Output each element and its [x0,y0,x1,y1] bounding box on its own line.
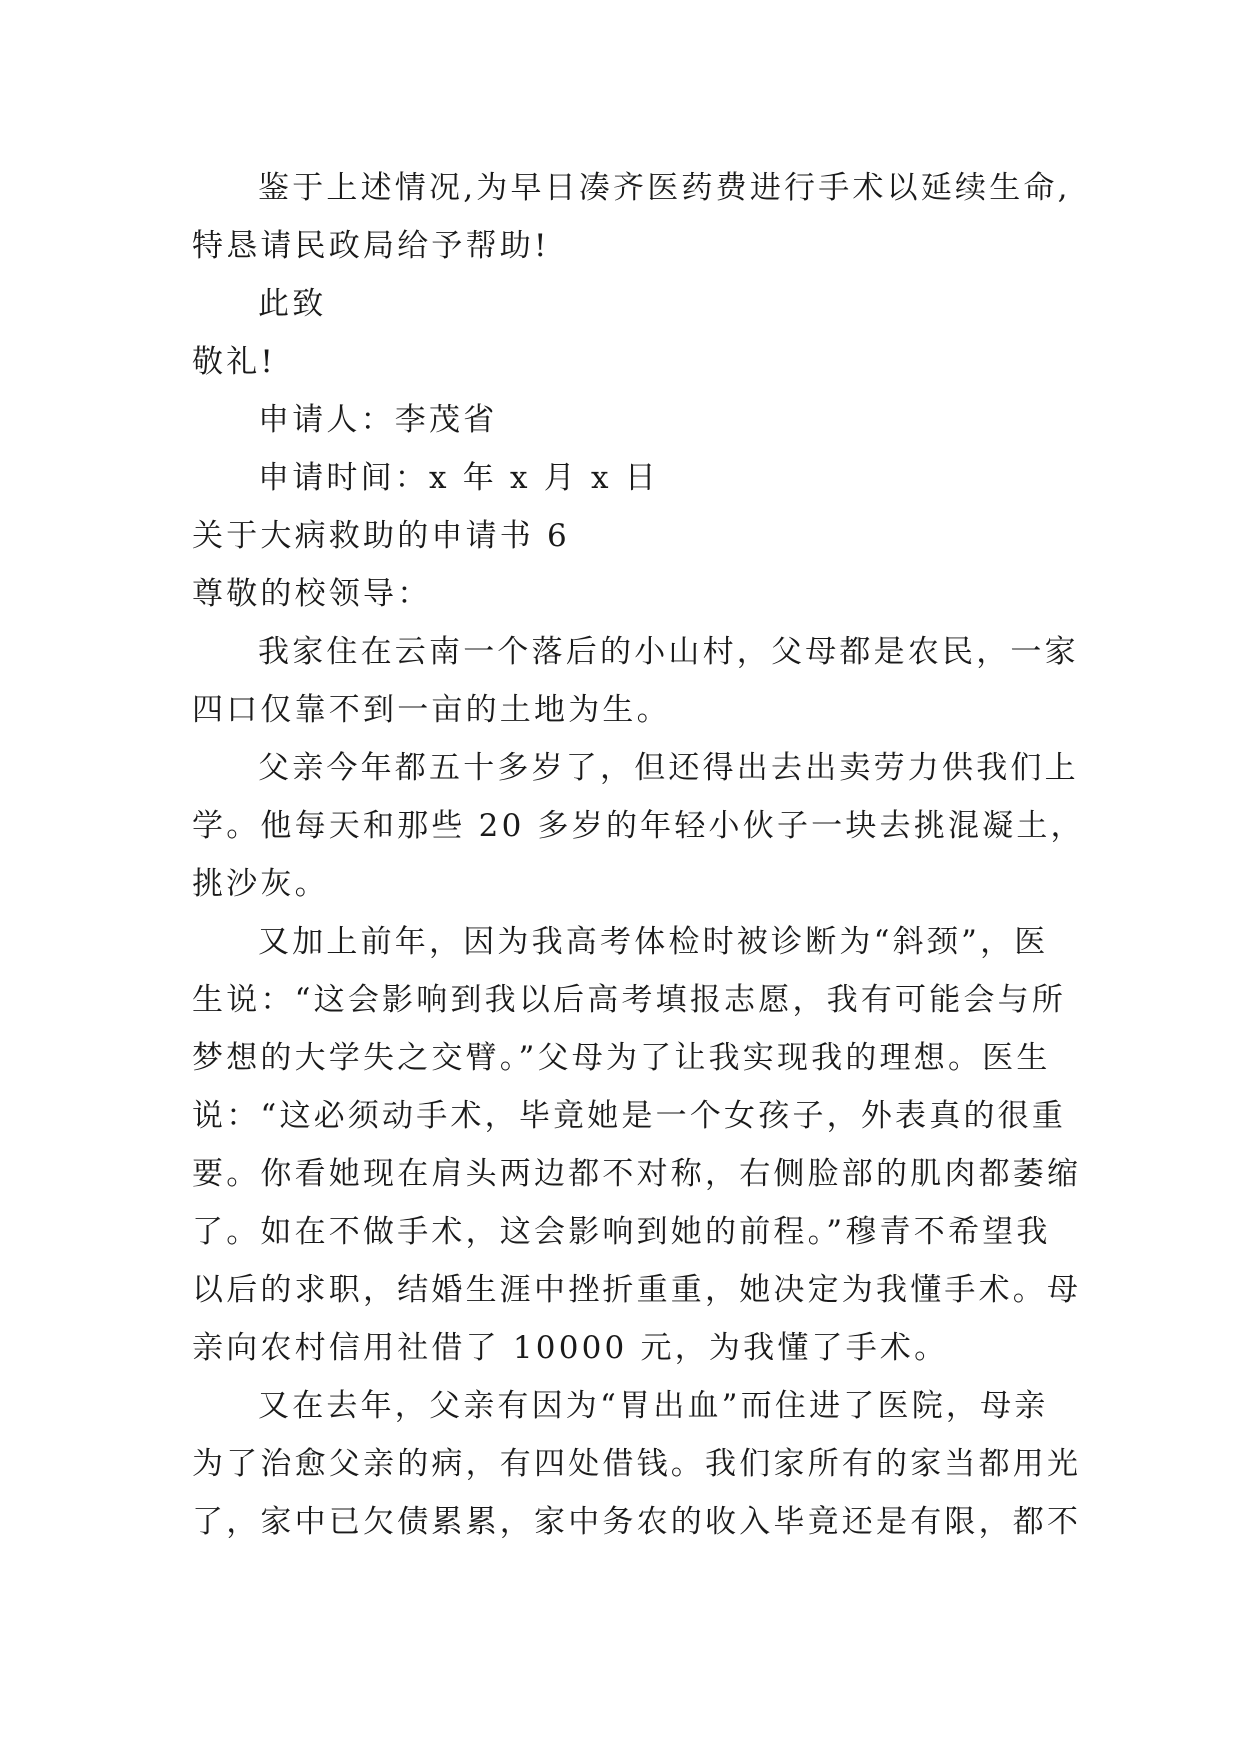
paragraph-line: 特恳请民政局给予帮助! [192,228,550,264]
paragraph-line: 挑沙灰。 [192,866,329,902]
paragraph-line: 要。你看她现在肩头两边都不对称，右侧脸部的肌肉都萎缩 [192,1156,1082,1192]
paragraph-line: 我家住在云南一个落后的小山村，父母都是农民，一家 [258,634,1079,670]
paragraph-line: 父亲今年都五十多岁了，但还得出去出卖劳力供我们上 [258,750,1079,786]
applicant-line: 申请人：李茂省 [258,402,498,438]
paragraph-line: 四口仅靠不到一亩的土地为生。 [192,692,671,728]
paragraph-line: 说：“这必须动手术，毕竟她是一个女孩子，外表真的很重 [192,1098,1067,1134]
date-line: 申请时间：x 年 x 月 x 日 [258,460,659,496]
salutation-line: 敬礼! [192,344,277,380]
paragraph-line: 以后的求职，结婚生涯中挫折重重，她决定为我懂手术。母 [192,1272,1082,1308]
paragraph-line: 为了治愈父亲的病，有四处借钱。我们家所有的家当都用光 [192,1446,1082,1482]
salutation-line: 此致 [258,286,327,322]
paragraph-line: 亲向农村信用社借了 10000 元，为我懂了手术。 [192,1330,949,1366]
paragraph-line: 又在去年，父亲有因为“胃出血”而住进了医院，母亲 [258,1388,1049,1424]
greeting-line: 尊敬的校领导： [192,576,432,612]
paragraph-line: 鉴于上述情况,为早日凑齐医药费进行手术以延续生命, [258,170,1071,206]
paragraph-line: 了。如在不做手术，这会影响到她的前程。”穆青不希望我 [192,1214,1051,1250]
paragraph-line: 生说：“这会影响到我以后高考填报志愿，我有可能会与所 [192,982,1067,1018]
paragraph-line: 梦想的大学失之交臂。”父母为了让我实现我的理想。医生 [192,1040,1051,1076]
section-title: 关于大病救助的申请书 6 [192,518,570,554]
paragraph-line: 又加上前年，因为我高考体检时被诊断为“斜颈”，医 [258,924,1049,960]
paragraph-line: 学。他每天和那些 20 多岁的年轻小伙子一块去挑混凝土， [192,808,1085,844]
paragraph-line: 了，家中已欠债累累，家中务农的收入毕竟还是有限，都不 [192,1504,1082,1540]
